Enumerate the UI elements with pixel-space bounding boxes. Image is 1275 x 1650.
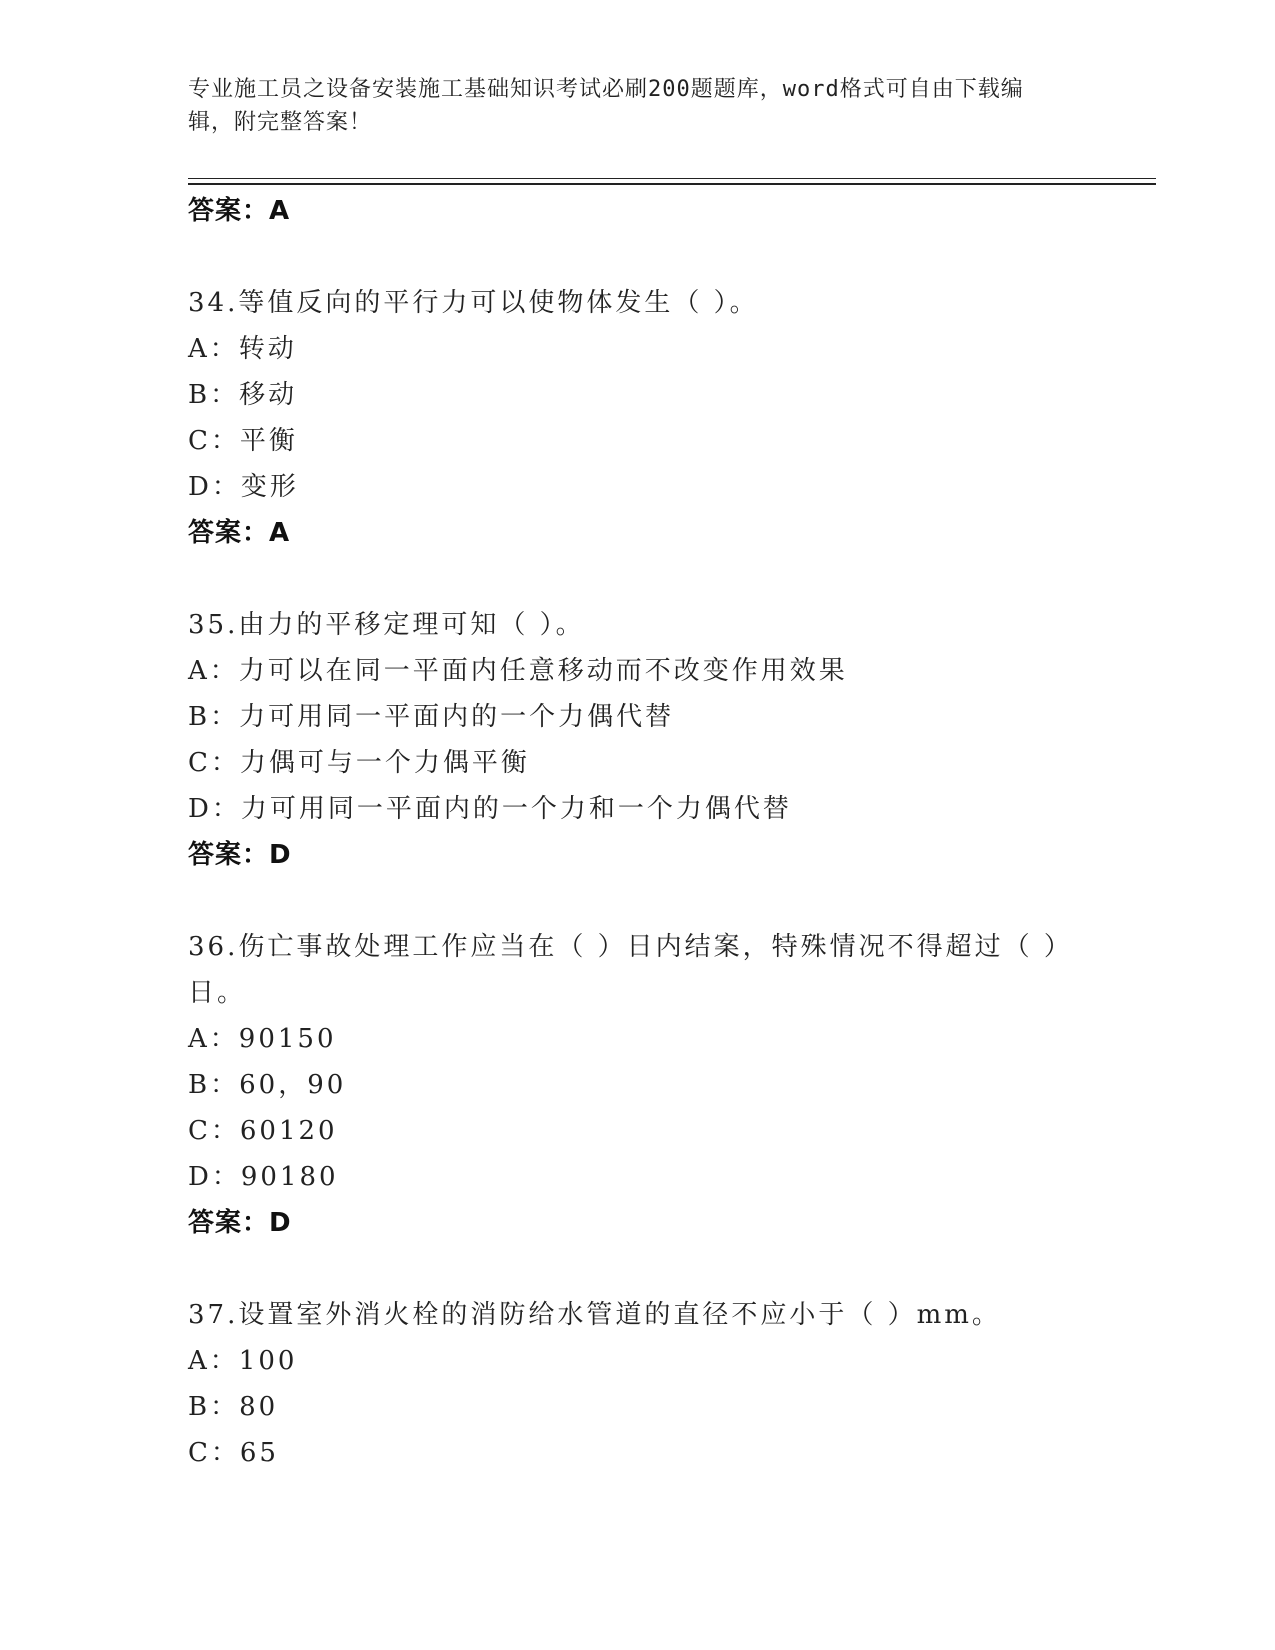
option-b: B：60，90 — [188, 1070, 347, 1100]
question-block — [188, 1292, 1088, 1476]
option-b: B：移动 — [188, 380, 298, 410]
answer-label: 答案：D — [188, 1208, 292, 1238]
option-a: A：转动 — [188, 334, 297, 364]
option-d: D：变形 — [188, 472, 299, 502]
header-title: 专业施工员之设备安装施工基础知识考试必刷200题题库，word格式可自由下载编辑，附完整答案！ — [188, 77, 1024, 135]
question-block — [188, 602, 1088, 878]
question-stem: 36.伤亡事故处理工作应当在（ ）日内结案，特殊情况不得超过（ ）日。 — [188, 932, 1060, 1008]
question-stem: 35.由力的平移定理可知（ ）。 — [188, 610, 585, 640]
header-divider — [188, 178, 1156, 179]
option-c: C：60120 — [188, 1116, 338, 1146]
question-stem: 34.等值反向的平行力可以使物体发生（ ）。 — [188, 288, 759, 318]
option-a: A：100 — [188, 1346, 298, 1376]
question-block — [188, 280, 1088, 556]
option-b: B：80 — [188, 1392, 279, 1422]
option-b: B：力可用同一平面内的一个力偶代替 — [188, 702, 675, 732]
option-a: A：力可以在同一平面内任意移动而不改变作用效果 — [188, 656, 848, 686]
option-c: C：平衡 — [188, 426, 298, 456]
option-d: D：力可用同一平面内的一个力和一个力偶代替 — [188, 794, 792, 824]
header-divider-thick — [188, 183, 1156, 185]
document-header — [188, 73, 1068, 139]
option-a: A：90150 — [188, 1024, 337, 1054]
option-d: D：90180 — [188, 1162, 339, 1192]
option-c: C：力偶可与一个力偶平衡 — [188, 748, 530, 778]
answer-label: 答案：A — [188, 518, 291, 548]
question-stem: 37.设置室外消火栓的消防给水管道的直径不应小于（ ）mm。 — [188, 1300, 1001, 1330]
answer-label: 答案：D — [188, 840, 292, 870]
question-block — [188, 924, 1088, 1246]
question-list — [188, 188, 1088, 1476]
answer-label: 答案：A — [188, 196, 291, 226]
option-c: C：65 — [188, 1438, 279, 1468]
